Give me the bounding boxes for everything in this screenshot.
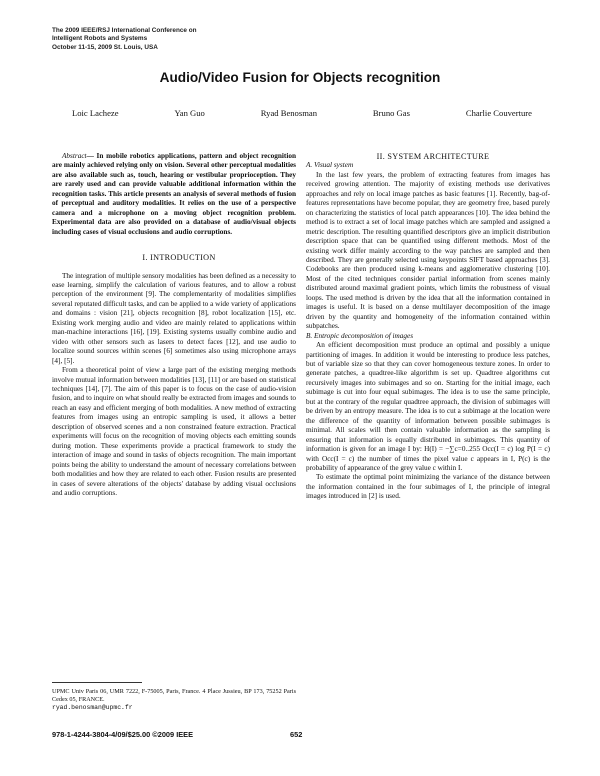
abstract-label: Abstract <box>62 152 87 160</box>
abstract <box>52 152 296 237</box>
conference-line-2: Intelligent Robots and Systems <box>52 35 148 43</box>
author: Charlie Couverture <box>465 108 532 118</box>
author: Ryad Benosman <box>260 108 317 118</box>
conference-header <box>52 27 352 52</box>
body-paragraph: An efficient decomposition must produce an optimal and possibly a unique partitioning of images. In addition it would be interesting to produce less patches, but of variable size so that they can cover homogeneous texture zones. In order to generate patches, a quadtree-like algorithm is set up. Quadtree algorithms cut recursively images into subimages and so on. Starting for the initial image, each subimage is cut into four equal subimages. The idea is to use the same principle, but at the contrary of the regular quadtree approach, the division of subimages will be driven by an entropy measure. The idea is to cut a subimage at the location were the difference of the quantity of information between possible subimages is minimal. All scales will then contain valuable information as the sampling is ensuring that information is equally distributed in subimages. This quantity of information is given for an image I by: H(I) = −∑c=0..255 Occ(I = c) log P(I = c) with Occ(I = c) the number of times the pixel value c appears in I, P(c) is the probability of appearance of the grey value c within I. <box>306 341 550 472</box>
author: Bruno Gas <box>372 108 410 118</box>
left-column <box>52 152 296 498</box>
conference-line-3: October 11-15, 2009 St. Louis, USA <box>52 43 158 51</box>
abstract-text: — In mobile robotics applications, pattern and object recognition are mainly achieved relying only on vision. Several other perceptual modalities are also available such as, touch, hearing or vestibular proprioception. They are rarely used and can provide valuable additional information within the recognition tasks. This article presents an analysis of several methods of fusion of perceptual and auditory modalities. It relies on the use of a perspective camera and a microphone on a moving object recognition problem. Experimental data are also provided on a database of audio/visual objects including cases of visual occlusions and audio corruptions. <box>52 152 296 236</box>
introduction-paragraph: The integration of multiple sensory modalities has been defined as a necessity to ease learning, simplify the calculation of various features, and to allow a robust perception of the environment [9]. The complementarity of modalities simplifies several reputated difficult tasks, and can be applied to a wide variety of applications and domains : vision [21], objects recognition [8], robot localization [15], etc. Existing work merging audio and video are mainly related to applications within man-machine interactions [16], [19]. Existing systems usually combine audio and video with other sensors such as lasers to detect faces [12], and use audio to localize sound sources within scenes [6] sometimes also using microphone arrays [4], [5]. <box>52 271 296 365</box>
footnote-email: ryad.benosman@upmc.fr <box>52 704 133 711</box>
isbn-footer: 978-1-4244-3804-4/09/$25.00 ©2009 IEEE <box>52 730 194 739</box>
footnote <box>52 688 296 712</box>
body-paragraph: In the last few years, the problem of extracting features from images has received growing attention. The majority of existing methods use derivatives approaches and rely on local image patches as basic features [1]. Recently, bag-of-features representations have become popular, they are geometry free, based purely on characterizing the statistics of local patch appearances [10]. The idea behind the method is to extract a set of local image patches which are sampled and assigned a metric description. The resulting quantified descriptors give an implicit distribution description space that can be quantified using different methods. Most of the existing work differ mainly according to the way patches are sampled and then described. They are generally selected using keypoints SIFT based approaches [3]. Codebooks are then produced using k-means and agglomerative clustering [10]. Most of the cited techniques consider partial information from scenes mainly distributed around maximal gradient points, which limits the robustness of visual loops. The used method is driven by the idea that all the information contained in images is useful. It is based on a dense multilayer decomposition of the image driven by the quantity and homogeneity of the information contained within subpatches. <box>306 170 550 331</box>
conference-line-1: The 2009 IEEE/RSJ International Conference on <box>52 27 197 34</box>
subsection-heading: A. Visual system <box>306 161 354 170</box>
body-paragraph: To estimate the optimal point minimizing the variance of the distance between the information contained in the four subimages of I, the principle of integral images introduced in [2] is used. <box>306 473 550 501</box>
paper-title: Audio/Video Fusion for Objects recognition <box>159 70 441 85</box>
author: Yan Guo <box>174 108 205 118</box>
footnote-divider <box>52 682 142 683</box>
footnote-affiliation: UPMC Univ Paris 06, UMR 7222, F-75005, Paris, France. 4 Place Jussieu, BP 173, 75252 Paris Cedex 05, FRANCE. <box>52 688 296 703</box>
subsection-heading: B. Entropic decomposition of images <box>306 331 414 340</box>
author: Loic Lacheze <box>72 108 119 118</box>
page-number: 652 <box>290 730 303 739</box>
author-list <box>72 108 532 118</box>
section-heading-system: II. SYSTEM ARCHITECTURE <box>376 152 490 161</box>
section-heading-introduction: I. INTRODUCTION <box>142 253 216 263</box>
introduction-paragraph: From a theoretical point of view a large part of the existing merging methods involve mutual information between modalities [13], [11] or are based on statistical techniques [14], [7]. The aim of this paper is to focus on the case of audio-vision fusion, and to inquire on what should really be extracted from images and sounds to reach an easy and efficient merging of both modalities. A new method of extracting features from images using an entropic sampling is used, it allows a better description of observed scenes and a non constrained feature extraction. Practical experiments will focus on the recognition of moving objects each emitting sounds during motion. These experiments provide a practical framework to study the interaction of image and sound in tasks of objects recognition. The main important points being the ability to understand the amount of necessary correlations between both modalities and how they are related to each other. Fusion results are presented in cases of severe alterations of the objects' database by adding visual occlusions and audio corruptions. <box>52 366 296 497</box>
right-column <box>306 152 550 502</box>
